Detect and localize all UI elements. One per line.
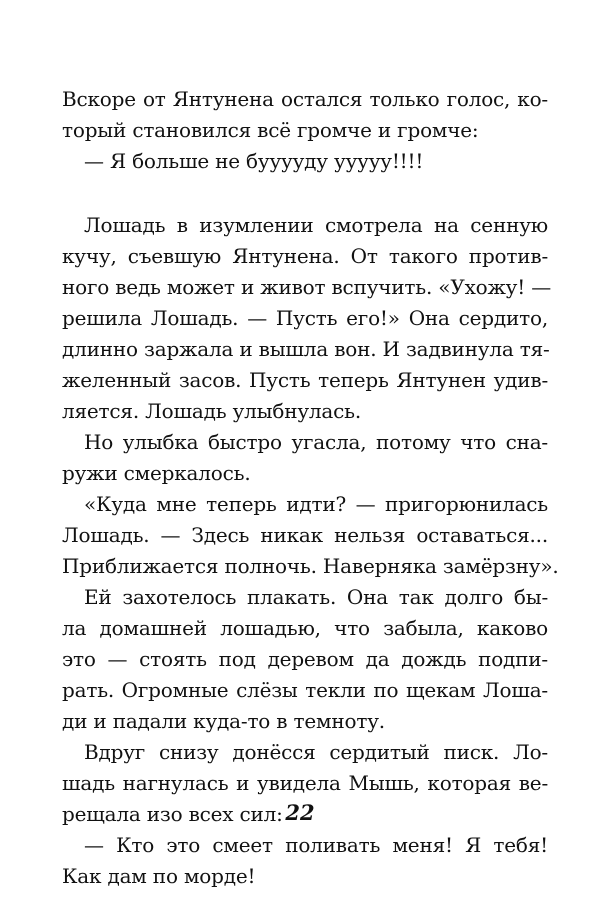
- text-line: Вдруг снизу донёсся сердитый писк. Ло-: [84, 740, 548, 764]
- text-line: ляется. Лошадь улыбнулась.: [62, 399, 361, 423]
- body-text: [62, 84, 559, 892]
- paragraph-gap: [62, 177, 548, 210]
- text-line: ружи смеркалось.: [62, 461, 251, 485]
- text-line: Вскоре от Янтунена остался только голос, ко-: [62, 87, 548, 111]
- dialogue-line: — Кто это смеет поливать меня! Я тебя!: [84, 833, 548, 857]
- text-line: ного ведь может и живот вспучить. «Ухожу! —: [62, 275, 552, 299]
- text-line: торый становился всё громче и громче:: [62, 118, 479, 142]
- text-line: Лошадь в изумлении смотрела на сенную: [84, 213, 548, 237]
- text-line: решила Лошадь. — Пусть его!» Она сердито,: [62, 306, 548, 330]
- text-line: ди и падали куда-то в темноту.: [62, 709, 385, 733]
- text-line: рещала изо всех сил:: [62, 802, 283, 826]
- text-line: Лошадь. — Здесь никак нельзя оставаться...: [62, 523, 548, 547]
- text-line: желенный засов. Пусть теперь Янтунен удив-: [62, 368, 548, 392]
- text-line: кучу, съевшую Янтунена. От такого против-: [62, 244, 548, 268]
- dialogue-line: — Я больше не бууууду ууууу!!!!: [84, 149, 424, 173]
- text-line: «Куда мне теперь идти? — пригорюнилась: [84, 492, 548, 516]
- text-line: это — стоять под деревом да дождь подпи-: [62, 647, 548, 671]
- text-line: Приближается полночь. Наверняка замёрзну».: [62, 554, 559, 578]
- text-line: рать. Огромные слёзы текли по щекам Лоша-: [62, 678, 548, 702]
- text-line: шадь нагнулась и увидела Мышь, которая ве-: [62, 771, 548, 795]
- text-line: Но улыбка быстро угасла, потому что сна-: [84, 430, 548, 454]
- text-line: длинно заржала и вышла вон. И задвинула тя-: [62, 337, 550, 361]
- text-line: Как дам по морде!: [62, 864, 256, 888]
- text-line: Ей захотелось плакать. Она так долго бы-: [84, 585, 548, 609]
- page-number: 22: [285, 800, 315, 825]
- text-line: ла домашней лошадью, что забыла, каково: [62, 616, 548, 640]
